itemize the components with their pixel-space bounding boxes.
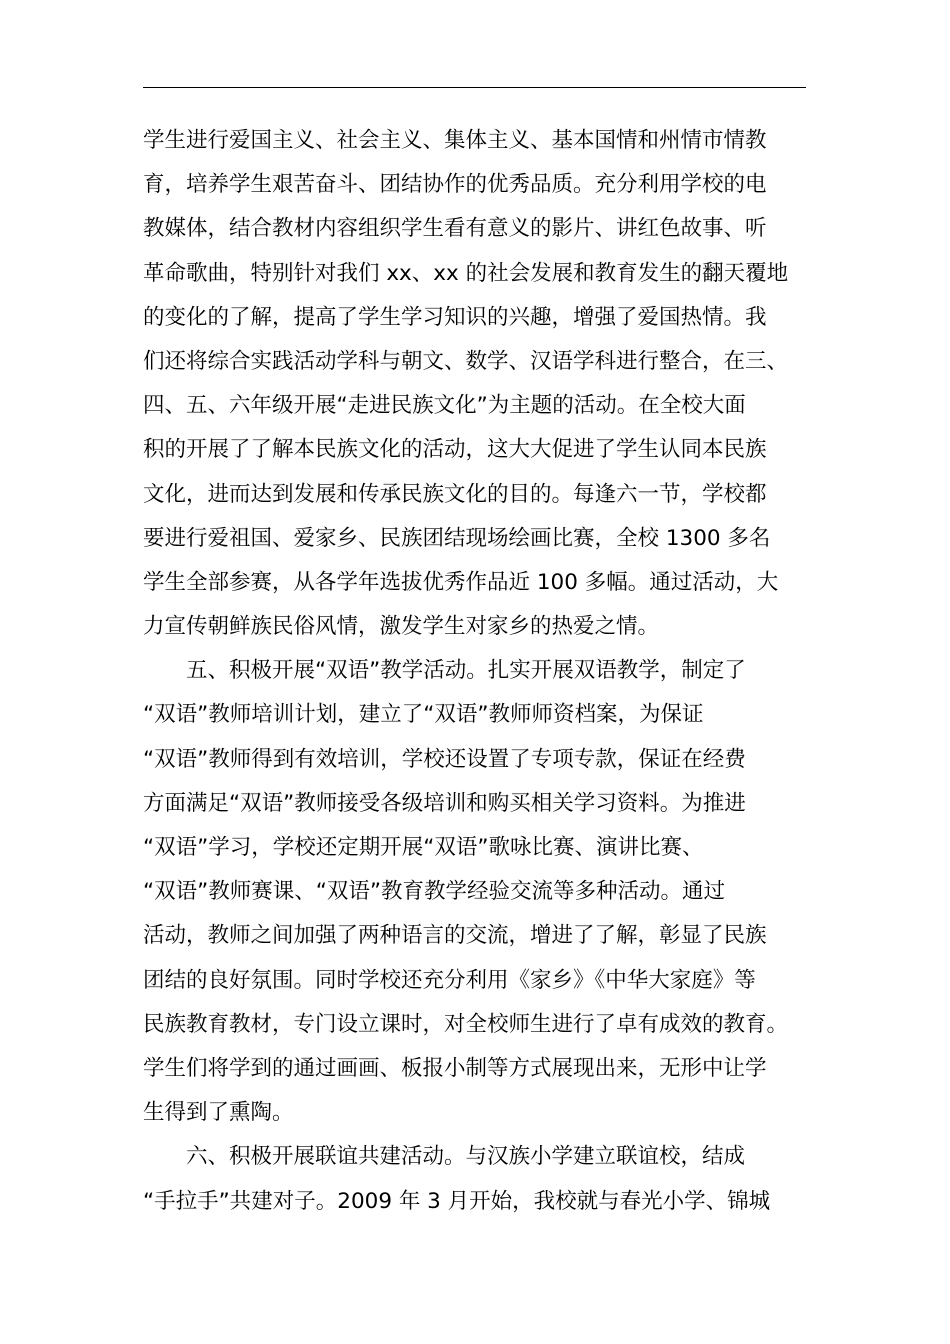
- text-line: 积的开展了了解本民族文化的活动，这大大促进了学生认同本民族: [143, 437, 767, 463]
- text-line: 五、积极开展“双语”教学活动。扎实开展双语教学，制定了: [143, 658, 746, 684]
- text-line: 育，培养学生艰苦奋斗、团结协作的优秀品质。充分利用学校的电: [143, 172, 767, 198]
- text-line: 团结的良好氛围。同时学校还充分利用《家乡》《中华大家庭》等: [143, 967, 756, 993]
- text-line: 力宣传朝鲜族民俗风情，激发学生对家乡的热爱之情。: [143, 614, 660, 640]
- text-line: 六、积极开展联谊共建活动。与汉族小学建立联谊校，结成: [143, 1144, 746, 1170]
- text-line: 教媒体，结合教材内容组织学生看有意义的影片、讲红色故事、听: [143, 216, 767, 242]
- text-line: 们还将综合实践活动学科与朝文、数学、汉语学科进行整合，在三、: [143, 348, 789, 374]
- text-line: 的变化的了解，提高了学生学习知识的兴趣，增强了爱国热情。我: [143, 304, 767, 330]
- text-line: 生得到了熏陶。: [143, 1100, 294, 1126]
- text-line: 学生们将学到的通过画画、板报小制等方式展现出来，无形中让学: [143, 1055, 767, 1081]
- text-line: 革命歌曲，特别针对我们 xx、xx 的社会发展和教育发生的翻天覆地: [143, 260, 789, 286]
- text-line: “双语”教师得到有效培训，学校还设置了专项专款，保证在经费: [143, 746, 746, 772]
- text-line: 四、五、六年级开展“走进民族文化”为主题的活动。在全校大面: [143, 393, 746, 419]
- text-line: 要进行爱祖国、爱家乡、民族团结现场绘画比赛，全校 1300 多名: [143, 525, 771, 551]
- text-line: “双语”学习，学校还定期开展“双语”歌咏比赛、演讲比赛、: [143, 835, 704, 860]
- body-text: [143, 119, 819, 1224]
- text-line: “双语”教师赛课、“双语”教育教学经验交流等多种活动。通过: [143, 879, 726, 905]
- text-line: 学生全部参赛，从各学年选拔优秀作品近 100 多幅。通过活动，大: [143, 569, 779, 595]
- text-line: “手拉手”共建对子。2009 年 3 月开始，我校就与春光小学、锦城: [143, 1188, 771, 1214]
- header-rule: [143, 87, 806, 88]
- text-line: 活动，教师之间加强了两种语言的交流，增进了了解，彰显了民族: [143, 923, 767, 949]
- text-line: “双语”教师培训计划，建立了“双语”教师师资档案，为保证: [143, 702, 704, 728]
- text-line: 民族教育教材，专门设立课时，对全校师生进行了卓有成效的教育。: [143, 1011, 789, 1037]
- text-line: 方面满足“双语”教师接受各级培训和购买相关学习资料。为推进: [143, 790, 746, 816]
- text-line: 文化，进而达到发展和传承民族文化的目的。每逢六一节，学校都: [143, 481, 767, 507]
- text-line: 学生进行爱国主义、社会主义、集体主义、基本国情和州情市情教: [143, 128, 767, 153]
